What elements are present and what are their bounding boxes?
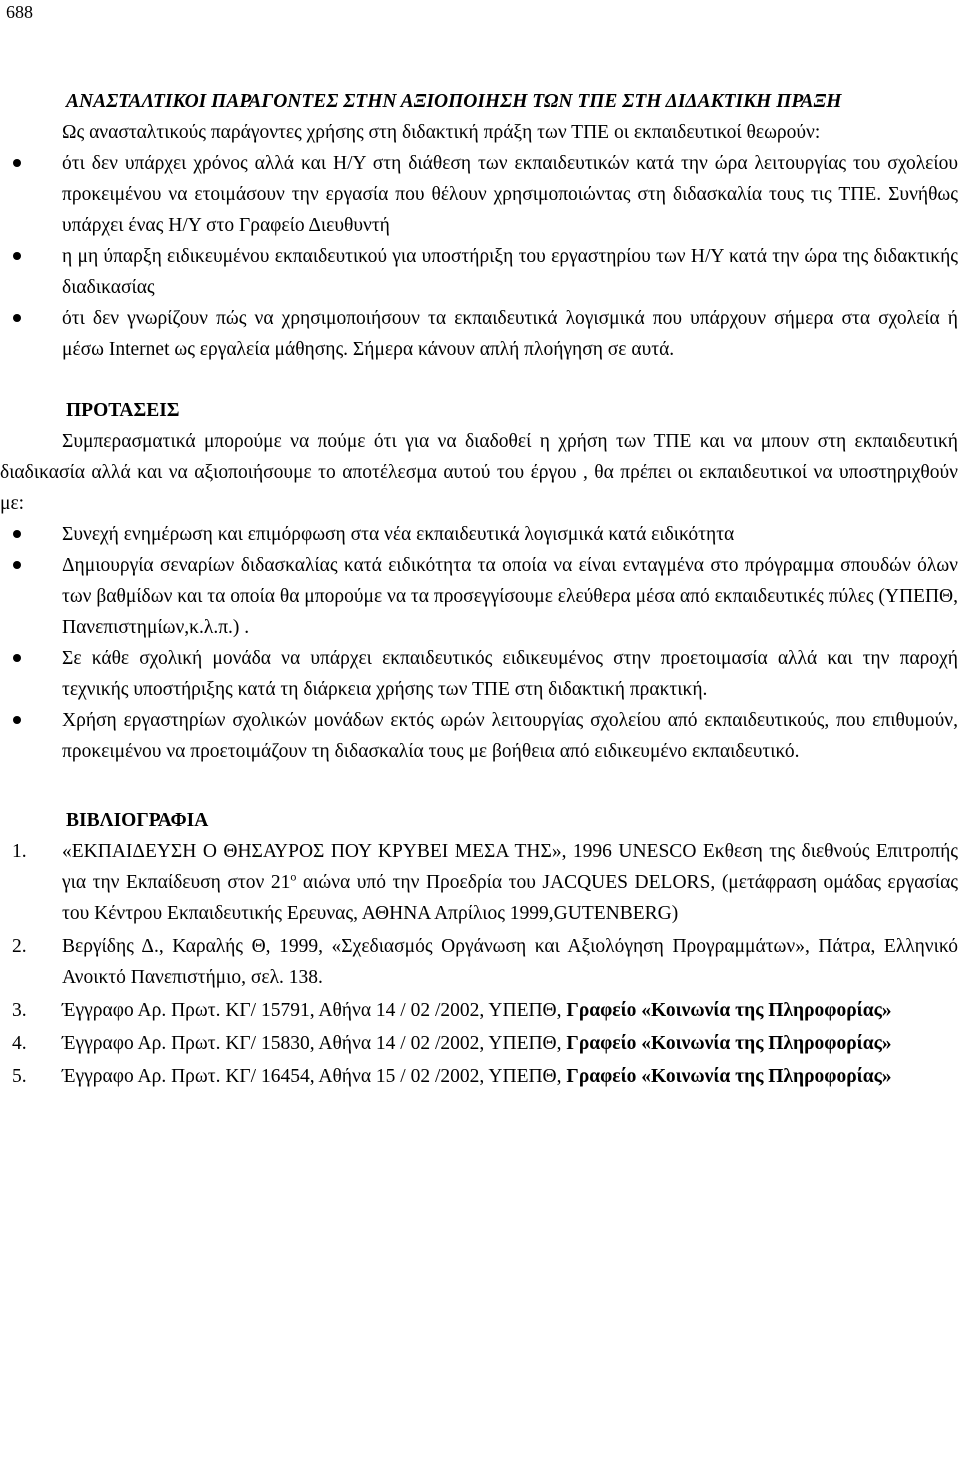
bibliography-list	[0, 836, 958, 1092]
reference-item	[0, 995, 958, 1026]
superscript: ο	[290, 869, 297, 884]
reference-text: Βεργίδης Δ., Καραλής Θ, 1999, «Σχεδιασμός Οργάνωση και Αξιολόγηση Προγραμμάτων», Πάτρα, Ελληνικό Ανοικτό Πανεπιστήμιο, σελ. 138.	[62, 936, 958, 988]
reference-number: 3.	[12, 1000, 27, 1021]
reference-item	[0, 1028, 958, 1059]
reference-text: Έγγραφο Αρ. Πρωτ. ΚΓ/ 15791, Αθήνα 14 / 02 /2002, ΥΠΕΠΘ,	[62, 1000, 567, 1021]
reference-text: Έγγραφο Αρ. Πρωτ. ΚΓ/ 16454, Αθήνα 15 / 02 /2002, ΥΠΕΠΘ,	[62, 1066, 567, 1087]
barriers-list	[0, 148, 958, 365]
paragraph-barriers-intro: Ως ανασταλτικούς παράγοντες χρήσης στη διδακτική πράξη των ΤΠΕ οι εκπαιδευτικοί θεωρούν:	[62, 122, 821, 143]
section-heading-barriers: ΑΝΑΣΤΑΛΤΙΚΟΙ ΠΑΡΑΓΟΝΤΕΣ ΣΤΗΝ ΑΞΙΟΠΟΙΗΣΗ ΤΩΝ ΤΠΕ ΣΤΗ ΔΙΔΑΚΤΙΚΗ ΠΡΑΞΗ	[66, 91, 842, 112]
list-item: Συνεχή ενημέρωση και επιμόρφωση στα νέα εκπαιδευτικά λογισμικά κατά ειδικότητα	[0, 519, 958, 550]
reference-number: 2.	[12, 936, 27, 957]
list-item: Σε κάθε σχολική μονάδα να υπάρχει εκπαιδευτικός ειδικευμένος στην προετοιμασία αλλά και την παροχή τεχνικής υποστήριξης κατά τη διάρκεια χρήσης των ΤΠΕ στη διδακτική πρακτική.	[0, 643, 958, 705]
reference-item	[0, 836, 958, 929]
reference-number: 5.	[12, 1066, 27, 1087]
reference-text: αιώνα υπό την Προεδρία του JACQUES DELORS, (μετάφραση ομάδας εργασίας του Κέντρου Εκπαιδευτικής Ερευνας, ΑΘΗΝΑ Απρίλιος 1999,GUTENBERG)	[62, 872, 959, 924]
section-heading-proposals: ΠΡΟΤΑΣΕΙΣ	[66, 400, 180, 421]
proposals-list	[0, 519, 958, 767]
reference-bold-text: Γραφείο «Κοινωνία της Πληροφορίας»	[566, 1000, 892, 1021]
list-item: ότι δεν γνωρίζουν πώς να χρησιμοποιήσουν τα εκπαιδευτικά λογισμικά που υπάρχουν σήμερα στα σχολεία ή μέσω Internet ως εργαλεία μάθησης. Σήμερα κάνουν απλή πλοήγηση σε αυτά.	[0, 303, 958, 365]
reference-text: Έγγραφο Αρ. Πρωτ. ΚΓ/ 15830, Αθήνα 14 / 02 /2002, ΥΠΕΠΘ,	[62, 1033, 567, 1054]
reference-item	[0, 931, 958, 993]
document-body	[0, 86, 958, 1094]
list-item: ότι δεν υπάρχει χρόνος αλλά και Η/Υ στη διάθεση των εκπαιδευτικών κατά την ώρα λειτουργίας του σχολείου προκειμένου να ετοιμάσουν την εργασία που θέλουν χρησιμοποιώντας στη διδασκαλία τους τις ΤΠΕ. Συνήθως υπάρχει ένας Η/Υ στο Γραφείο Διευθυντή	[0, 148, 958, 241]
reference-item	[0, 1061, 958, 1092]
page-number: 688	[6, 2, 33, 22]
section-heading-bibliography: ΒΙΒΛΙΟΓΡΑΦΙΑ	[66, 810, 209, 831]
reference-number: 1.	[12, 841, 27, 862]
list-item: Δημιουργία σεναρίων διδασκαλίας κατά ειδικότητα τα οποία να είναι ενταγμένα στο πρόγραμμα σπουδών όλων των βαθμίδων και τα οποία θα μπορούμε να τα προσεγγίσουμε ελεύθερα μέσα από εκπαιδευτικές πύλες (ΥΠΕΠΘ, Πανεπιστημίων,κ.λ.π.) .	[0, 550, 958, 643]
list-item: η μη ύπαρξη ειδικευμένου εκπαιδευτικού για υποστήριξη του εργαστηρίου των Η/Υ κατά την ώρα της διδακτικής διαδικασίας	[0, 241, 958, 303]
reference-bold-text: Γραφείο «Κοινωνία της Πληροφορίας»	[566, 1033, 892, 1054]
reference-number: 4.	[12, 1033, 27, 1054]
list-item: Χρήση εργαστηρίων σχολικών μονάδων εκτός ωρών λειτουργίας σχολείου από εκπαιδευτικούς, που επιθυμούν, προκειμένου να προετοιμάζουν τη διδασκαλία τους με βοήθεια από ειδικευμένο εκπαιδευτικό.	[0, 705, 958, 767]
reference-text: «ΕΚΠΑΙΔΕΥΣΗ Ο ΘΗΣΑΥΡΟΣ ΠΟΥ ΚΡΥΒΕΙ ΜΕΣΑ ΤΗΣ», 1996 UNESCO Εκθεση της διεθνούς Επιτροπής για την Εκπαίδευση στον 21	[62, 841, 958, 893]
paragraph-proposals-intro: Συμπερασματικά μπορούμε να πούμε ότι για να διαδοθεί η χρήση των ΤΠΕ και να μπουν στη εκπαιδευτική διαδικασία αλλά και να αξιοποιήσουμε το αποτέλεσμα αυτού του έργου , θα πρέπει οι εκπαιδευτικοί να υποστηριχθούν με:	[0, 431, 958, 514]
reference-bold-text: Γραφείο «Κοινωνία της Πληροφορίας»	[566, 1066, 892, 1087]
